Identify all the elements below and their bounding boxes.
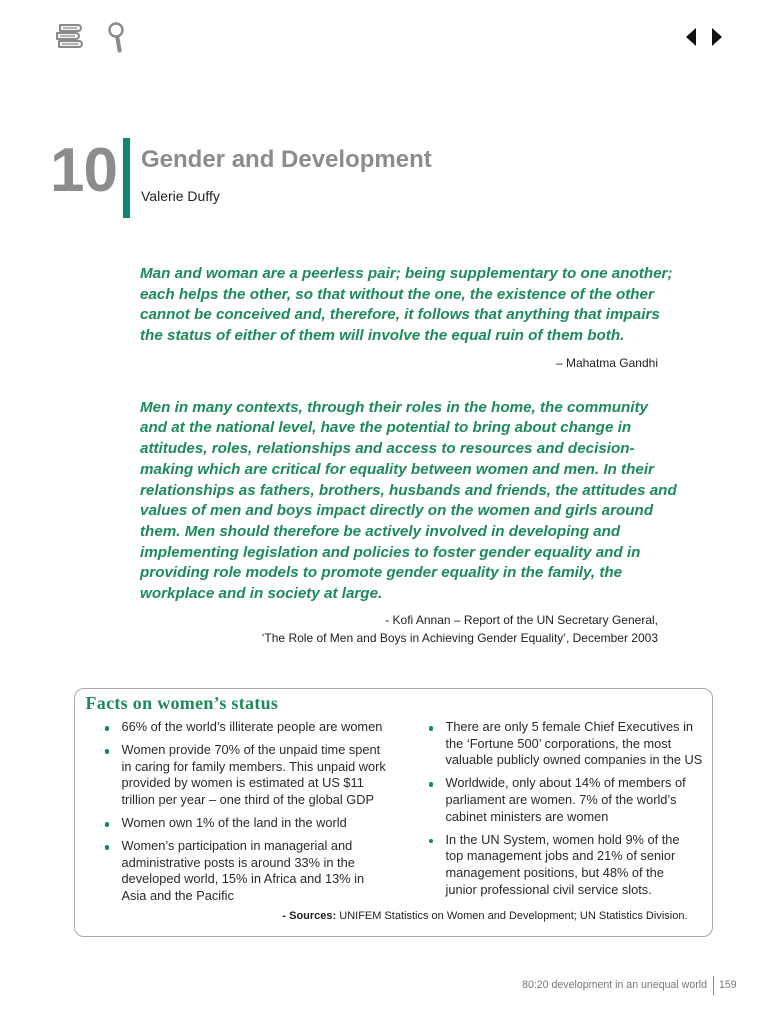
quote-attribution — [262, 611, 658, 647]
fact-line: In the UN System, women hold 9% of the — [445, 831, 680, 847]
quote-line: Men in many contexts, through their roles in the home, the community — [140, 398, 648, 416]
quote-attribution — [556, 355, 658, 371]
facts-list-right — [446, 719, 703, 904]
sources-text: UNIFEM Statistics on Women and Development; UN Statistics Division. — [339, 909, 688, 922]
quote-line: the status of either of them will involve the equal ruin of them both. — [140, 327, 625, 345]
fact-line: junior professional civil service slots. — [445, 881, 652, 897]
fact-line: There are only 5 female Chief Executives in — [445, 719, 694, 735]
chapter-title: Gender and Development — [141, 146, 432, 173]
quote-line: implementing legislation and policies to foster gender equality and in — [140, 543, 641, 561]
magnifier-icon — [106, 21, 128, 54]
footer-divider — [713, 976, 714, 995]
fact-line: in caring for family members. This unpaid work — [121, 758, 386, 774]
next-page-button[interactable] — [711, 27, 724, 47]
fact-item — [446, 775, 703, 825]
page-number: 159 — [719, 979, 737, 991]
fact-line: administrative posts is around 33% in the — [121, 854, 355, 870]
quote-line: Man and woman are a peerless pair; being supplementary to one another; — [140, 265, 673, 282]
facts-box-title: Facts on women’s status — [85, 692, 279, 713]
books-icon — [54, 21, 86, 53]
epigraph-quote — [140, 398, 677, 605]
chapter-accent-bar — [123, 138, 130, 218]
triangle-right-icon — [711, 27, 724, 47]
fact-item — [122, 838, 386, 904]
fact-line: valuable publicly owned companies in the US — [445, 752, 703, 768]
previous-page-button[interactable] — [684, 27, 697, 47]
attribution-line: – Mahatma Gandhi — [555, 356, 658, 370]
fact-line: Women provide 70% of the unpaid time spent — [121, 742, 381, 758]
fact-line: trillion per year – one third of the global GDP — [121, 792, 375, 808]
quote-line: making which are critical for equality between women and men. In their — [140, 460, 654, 478]
fact-item — [122, 742, 386, 808]
facts-box — [74, 688, 713, 937]
chapter-author: Valerie Duffy — [141, 188, 220, 204]
quote-line: providing role models to promote gender equality in the family, the — [140, 564, 623, 582]
quote-line: and at the national level, have the potential to bring about change in — [140, 419, 632, 437]
fact-line: management positions, but 48% of the — [445, 864, 664, 880]
fact-item — [446, 719, 703, 769]
fact-item — [446, 832, 703, 898]
quote-line: each helps the other, so that without the one, the existence of the other — [140, 285, 654, 303]
fact-line: parliament are women. 7% of the world’s — [445, 792, 677, 808]
quote-line: values of men and boys impact directly on the women and girls around — [140, 502, 654, 520]
library-button[interactable] — [54, 21, 86, 53]
search-button[interactable] — [106, 21, 128, 54]
running-footer-title: 80:20 development in an unequal world — [522, 979, 707, 991]
fact-line: Women’s participation in managerial and — [121, 838, 353, 854]
quote-line: relationships as fathers, brothers, husbands and friends, the attitudes and — [140, 481, 677, 499]
quote-line: cannot be conceived and, therefore, it follows that anything that impairs — [140, 306, 660, 324]
fact-line: top management jobs and 21% of senior — [445, 848, 676, 864]
fact-line: provided by women is estimated at US $11 — [121, 775, 364, 791]
fact-item — [122, 719, 386, 736]
quote-line: attitudes, roles, relationships and access to resources and decision- — [140, 440, 635, 458]
attribution-line: - Kofi Annan – Report of the UN Secretary General, — [385, 613, 658, 627]
attribution-line: ‘The Role of Men and Boys in Achieving Gender Equality’, December 2003 — [261, 631, 658, 645]
fact-line: Women own 1% of the land in the world — [121, 815, 347, 831]
fact-line: Worldwide, only about 14% of members of — [445, 775, 686, 791]
fact-line: cabinet ministers are women — [445, 808, 609, 824]
fact-line: Asia and the Pacific — [121, 888, 234, 904]
facts-sources — [282, 909, 687, 923]
fact-line: the ‘Fortune 500’ corporations, the most — [445, 735, 672, 751]
fact-line: 66% of the world’s illiterate people are women — [121, 719, 383, 735]
quote-line: them. Men should therefore be actively involved in developing and — [140, 522, 621, 540]
triangle-left-icon — [684, 27, 697, 47]
sources-label: - Sources: — [282, 909, 337, 922]
quote-line: workplace and in society at large. — [140, 585, 383, 603]
epigraph-quote — [140, 264, 673, 347]
chapter-number: 10 — [50, 136, 117, 205]
fact-item — [122, 815, 386, 832]
facts-list-left — [122, 719, 386, 911]
fact-line: developed world, 15% in Africa and 13% in — [121, 871, 365, 887]
